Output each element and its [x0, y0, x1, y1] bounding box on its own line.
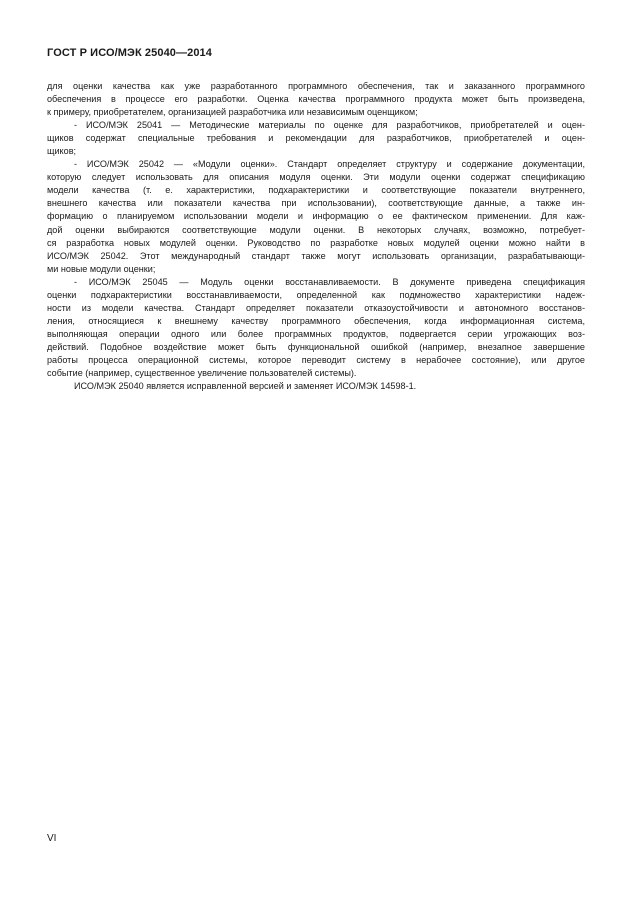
- text-line: ми новые модули оценки;: [47, 263, 156, 274]
- text-line: к примеру, приобретателем, организацией разработчика или независимым оценщиком;: [47, 107, 418, 118]
- text-line: выполняющая операции одного или более программных продуктов, подвергается серии угрожающих воз-: [47, 328, 585, 339]
- text-line: работы процесса операционной системы, которое переводит систему в нерабочее состояние), или другое: [47, 354, 585, 365]
- body-text: [47, 80, 585, 393]
- text-line: щиков содержат специальные требования и рекомендации для разработчиков, приобретателей и оцен-: [47, 133, 585, 144]
- text-line: модели качества (т. е. характеристики, подхарактеристики и соответствующие показатели внутреннего,: [47, 185, 585, 196]
- text-line: щиков;: [47, 146, 77, 157]
- text-line: событие (например, существенное увеличение пользователей системы).: [47, 368, 357, 379]
- text-line: действий. Подобное воздействие может быть функциональной ошибкой (например, внезапное завершение: [47, 341, 585, 352]
- text-line: ности из модели качества. Стандарт определяет показатели отказоустойчивости и автономного восстанов-: [47, 302, 585, 313]
- text-line: оценки подхарактеристики восстанавливаемости, определенной как подмножество характеристики надеж-: [47, 289, 585, 300]
- text-line: - ИСО/МЭК 25045 — Модуль оценки восстанавливаемости. В документе приведена спецификация: [74, 276, 585, 287]
- text-line: для оценки качества как уже разработанного программного обеспечения, так и заказанного программного: [47, 81, 585, 91]
- text-line: - ИСО/МЭК 25042 — «Модули оценки». Стандарт определяет структуру и содержание документации,: [74, 159, 585, 170]
- text-line: внешнего качества или показатели качества при использовании), соответствующие данные, а также ин-: [47, 198, 585, 209]
- text-line: дой оценки выбираются соответствующие модули оценки. В некоторых случаях, возможно, потребует-: [47, 224, 585, 235]
- text-line: - ИСО/МЭК 25041 — Методические материалы по оценке для разработчиков, приобретателей и оцен-: [74, 120, 585, 131]
- document-header: ГОСТ Р ИСО/МЭК 25040—2014: [47, 47, 212, 59]
- text-line: ления, относящиеся к внешнему качеству программного обеспечения, когда информационная система,: [47, 315, 585, 326]
- text-line: ИСО/МЭК 25042. Этот международный стандарт также могут использовать организации, разрабатывающи-: [47, 250, 585, 261]
- text-line: формацию о планируемом использовании модели и информацию о ее фактическом применении. Для каж-: [47, 211, 585, 222]
- page-number: VI: [47, 833, 57, 844]
- text-line: обеспечения в процессе его разработки. Оценка качества программного продукта может быть произведена,: [47, 94, 585, 105]
- text-line: которую следует использовать для описания модуля оценки. Эти модули оценки содержат спецификацию: [47, 172, 585, 183]
- text-line: ИСО/МЭК 25040 является исправленной версией и заменяет ИСО/МЭК 14598-1.: [74, 381, 417, 392]
- text-line: ся разработка новых модулей оценки. Руководство по разработке новых модулей оценки можно найти в: [47, 237, 585, 248]
